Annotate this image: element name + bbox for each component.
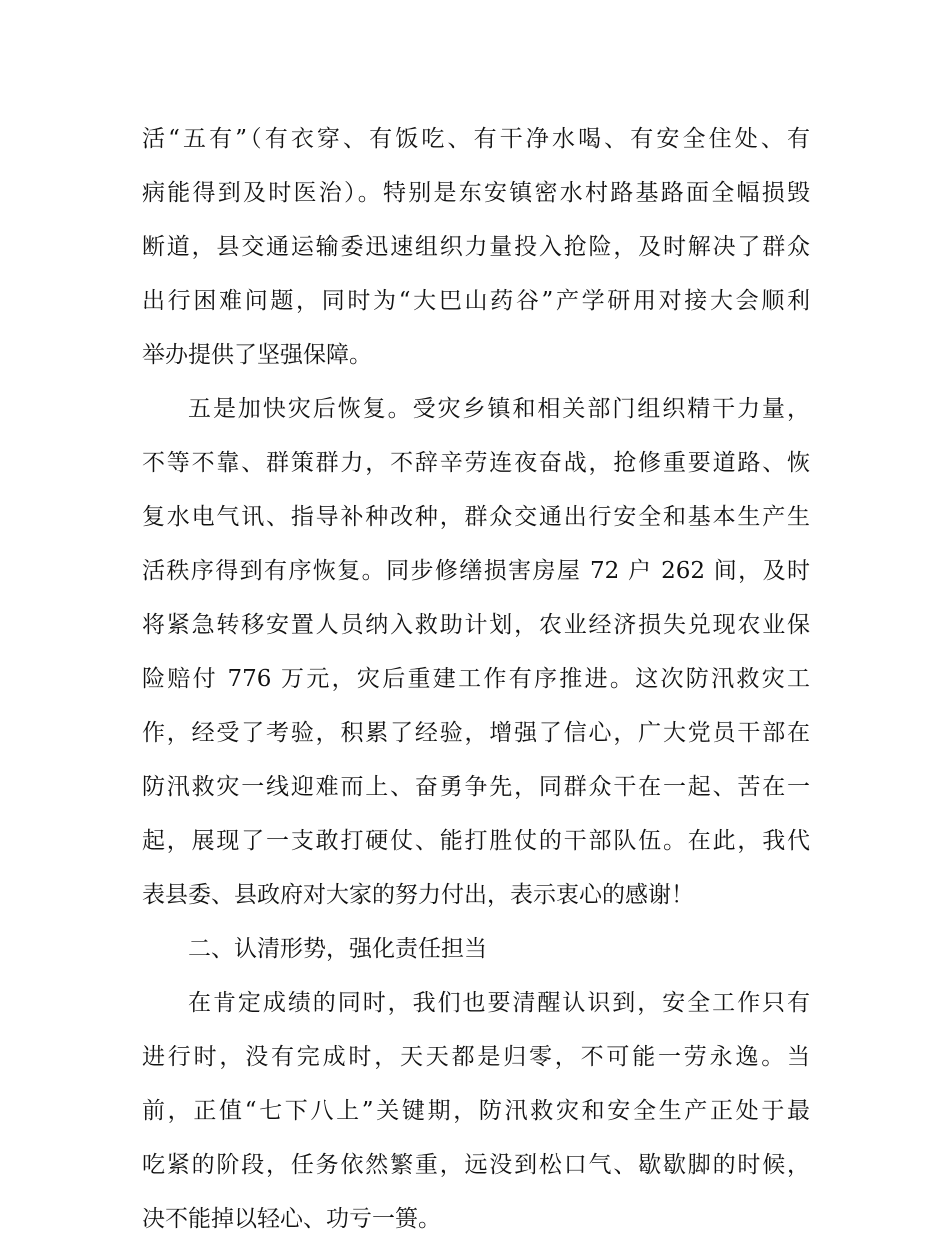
text-line: 断道，县交通运输委迅速组织力量投入抢险，及时解决了群众	[142, 234, 810, 260]
text-line: 活秩序得到有序恢复。同步修缮损害房屋 72 户 262 间，及时	[142, 558, 810, 584]
text-line: 吃紧的阶段，任务依然繁重，远没到松口气、歇歇脚的时候，	[142, 1152, 810, 1178]
text-line: 将紧急转移安置人员纳入救助计划，农业经济损失兑现农业保	[142, 612, 810, 638]
document-body	[142, 112, 810, 1246]
section-heading-text: 二、认清形势，强化责任担当	[188, 936, 487, 962]
paragraph-situation	[142, 976, 810, 1246]
text-line: 五是加快灾后恢复。受灾乡镇和相关部门组织精干力量，	[188, 396, 810, 422]
text-line: 决不能掉以轻心、功亏一篑。	[142, 1206, 441, 1232]
text-line: 出行困难问题，同时为“大巴山药谷”产学研用对接大会顺利	[142, 288, 810, 314]
text-line: 起，展现了一支敢打硬仗、能打胜仗的干部队伍。在此，我代	[142, 828, 810, 854]
section-heading	[142, 922, 810, 976]
text-line: 前，正值“七下八上”关键期，防汛救灾和安全生产正处于最	[142, 1098, 810, 1124]
text-line: 作，经受了考验，积累了经验，增强了信心，广大党员干部在	[142, 720, 810, 746]
text-line: 举办提供了坚强保障。	[142, 342, 372, 368]
paragraph-continuation	[142, 112, 810, 382]
paragraph-recovery	[142, 382, 810, 922]
text-line: 活“五有”（有衣穿、有饭吃、有干净水喝、有安全住处、有	[142, 126, 810, 152]
text-line: 病能得到及时医治）。特别是东安镇密水村路基路面全幅损毁	[142, 180, 810, 206]
text-line: 表县委、县政府对大家的努力付出，表示衷心的感谢！	[142, 882, 694, 908]
text-line: 险赔付 776 万元，灾后重建工作有序推进。这次防汛救灾工	[142, 666, 810, 692]
text-line: 进行时，没有完成时，天天都是归零，不可能一劳永逸。当	[142, 1044, 810, 1070]
text-line: 在肯定成绩的同时，我们也要清醒认识到，安全工作只有	[188, 990, 810, 1016]
text-line: 复水电气讯、指导补种改种，群众交通出行安全和基本生产生	[142, 504, 810, 530]
text-line: 防汛救灾一线迎难而上、奋勇争先，同群众干在一起、苦在一	[142, 774, 810, 800]
text-line: 不等不靠、群策群力，不辞辛劳连夜奋战，抢修重要道路、恢	[142, 450, 810, 476]
